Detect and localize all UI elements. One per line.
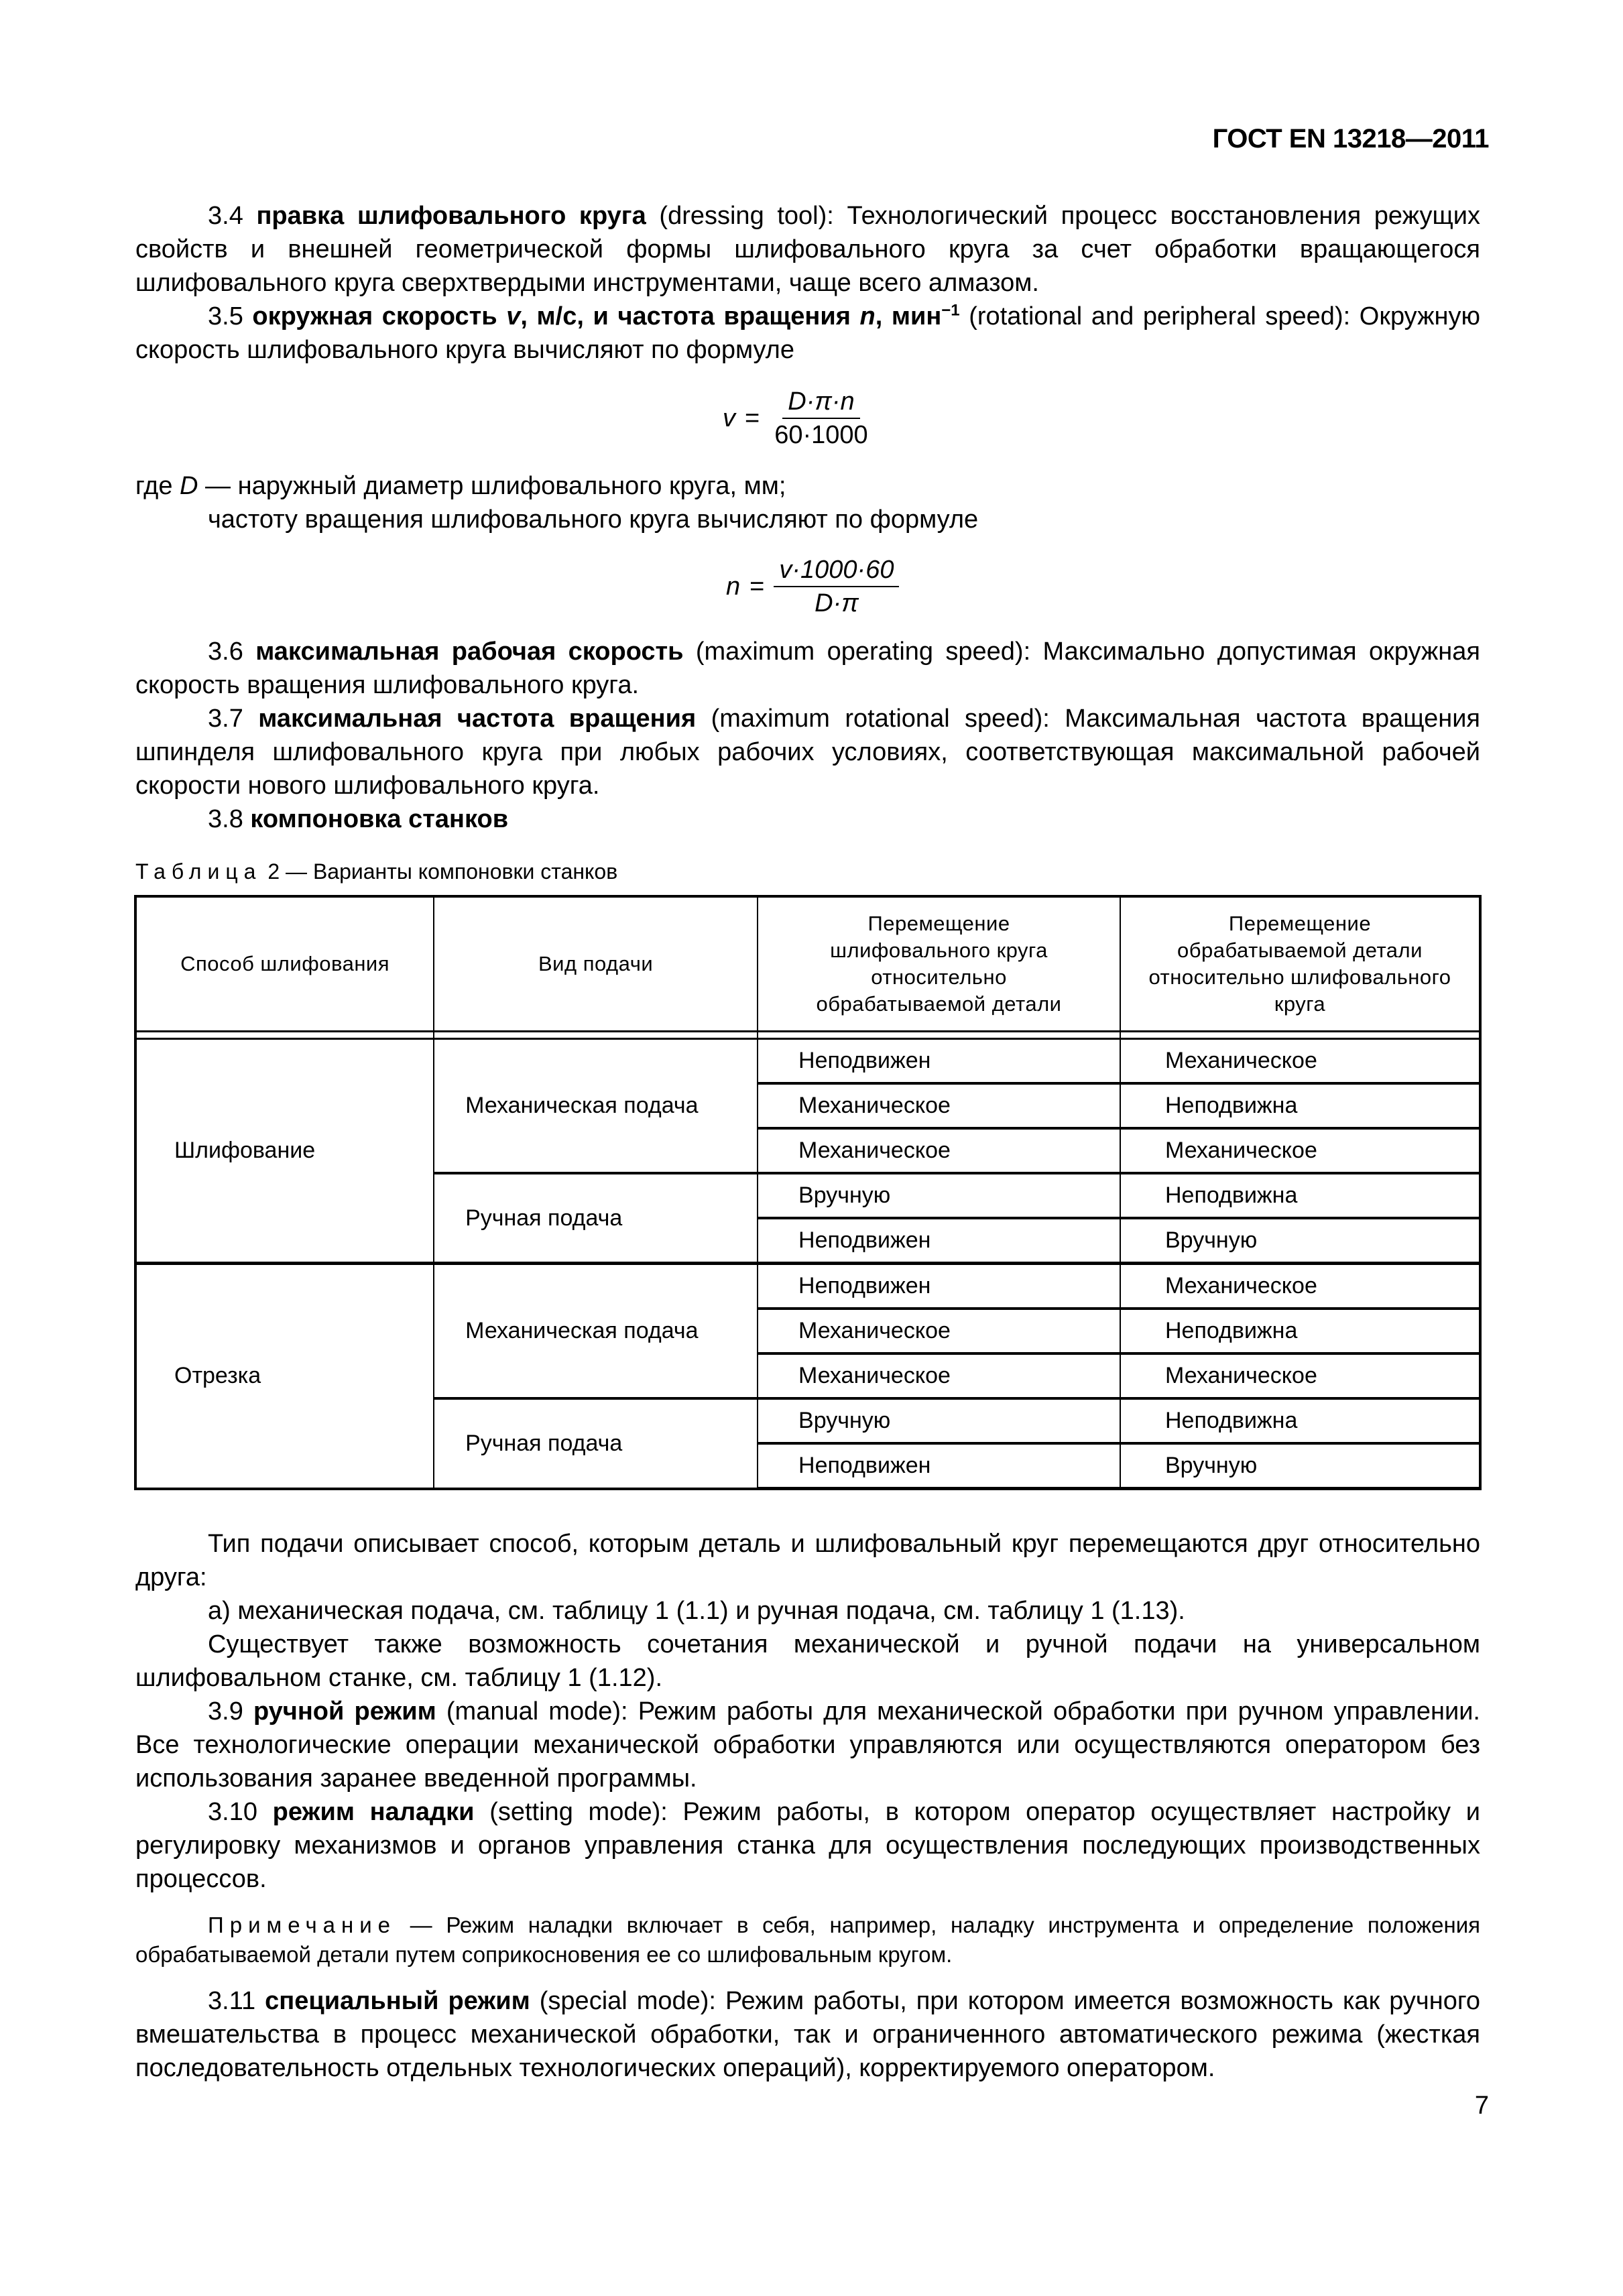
table-row: Неподвижен Вручную xyxy=(135,1443,1480,1489)
header-feed-type: Вид подачи xyxy=(434,896,758,1032)
table-row: Шлифование Механическая подача Неподвижен Механическое xyxy=(135,1039,1480,1084)
section-block-top xyxy=(135,199,1480,367)
term: правка шлифовального круга xyxy=(256,202,646,230)
feed-type-cell: Ручная подача xyxy=(434,1398,758,1489)
formula-rotational-speed: n = $\frac{v\cdot 1000\cdot 60}{D\cdot\pi}$ xyxy=(726,555,899,618)
machine-layout-table xyxy=(134,895,1482,1490)
method-cell: Отрезка xyxy=(135,1264,434,1489)
fraction: $\frac{v\cdot 1000\cdot 60}{D\cdot\pi}$ xyxy=(774,555,899,618)
table-caption: Таблица 2 — Варианты компоновки станков xyxy=(135,859,618,884)
feed-type-paragraph: Тип подачи описывает способ, которым деталь и шлифовальный круг перемещаются друг относительно друга: xyxy=(135,1530,1480,1591)
header-method: Способ шлифования xyxy=(135,896,434,1032)
table-row: Механическое Механическое xyxy=(135,1128,1480,1173)
table-row: Механическое Неподвижна xyxy=(135,1083,1480,1128)
feed-type-cell: Механическая подача xyxy=(434,1039,758,1174)
table-row: Отрезка Механическая подача Неподвижен Механическое xyxy=(135,1264,1480,1309)
section-3-9: 3.9 ручной режим (manual mode): Режим работы для механической обработки при ручном управлении. Все технологические операции механической обработки управляются или осуществляются оператором без использования заранее введенной программы. xyxy=(135,1697,1480,1793)
section-3-7: 3.7 максимальная частота вращения (maximum rotational speed): Максимальная частота вращения шпинделя шлифовального круга при любых рабочих условиях, соответствующая максимальной рабочей скорости нового шлифовального круга. xyxy=(135,705,1480,800)
feed-type-cell: Ручная подача xyxy=(434,1173,758,1264)
term: окружная скорость v, м/с, и частота вращения n, мин$^{-1}$ xyxy=(252,301,960,330)
section-3-4: 3.4 правка шлифовального круга (dressing tool): Технологический процесс восстановления режущих свойств и внешней геометрической формы шлифовального круга за счет обработки вращающегося шлифовального круга сверхтвердыми инструментами, чаще всего алмазом. xyxy=(135,202,1480,297)
formula-peripheral-speed: v = $\frac{D\cdot\pi\cdot n}{60\cdot 1000}$ xyxy=(723,387,874,450)
where-d: где D — наружный диаметр шлифовального круга, мм; xyxy=(135,472,786,500)
method-cell: Шлифование xyxy=(135,1039,434,1264)
table-row: Ручная подача Вручную Неподвижна xyxy=(135,1398,1480,1443)
section-3-8: 3.8 компоновка станков xyxy=(208,805,509,833)
table-row: Механическое Механическое xyxy=(135,1353,1480,1398)
section-block-middle xyxy=(135,635,1480,836)
section-3-6: 3.6 максимальная рабочая скорость (maximum operating speed): Максимально допустимая окружная скорость вращения шлифовального круга. xyxy=(135,638,1480,699)
feed-type-list-item-a: а) механическая подача, см. таблицу 1 (1.1) и ручная подача, см. таблицу 1 (1.13). xyxy=(208,1597,1185,1625)
page-number: 7 xyxy=(1474,2092,1489,2120)
table-row: Механическое Неподвижна xyxy=(135,1309,1480,1353)
formula-explanation xyxy=(135,469,1480,536)
feed-combination-paragraph: Существует также возможность сочетания механической и ручной подачи на универсальном шлифовальном станке, см. таблицу 1 (1.12). xyxy=(135,1630,1480,1692)
section-3-11: 3.11 специальный режим (special mode): Режим работы, при котором имеется возможность как ручного вмешательства в процесс механической обработки, так и ограниченного автоматического режима (жесткая последовательность отдельных технологических операций), корректируемого оператором. xyxy=(135,1987,1480,2082)
feed-type-cell: Механическая подача xyxy=(434,1264,758,1399)
note: Примечание — Режим наладки включает в себя, например, наладку инструмента и определение положения обрабатываемой детали путем соприкосновения ее со шлифовальным кругом. xyxy=(135,1913,1480,1967)
document-header: ГОСТ EN 13218—2011 xyxy=(1212,124,1489,154)
header-wheel-movement: Перемещение шлифовального круга относительно обрабатываемой детали xyxy=(758,896,1120,1032)
table-row: Ручная подача Вручную Неподвижна xyxy=(135,1173,1480,1218)
rotation-formula-intro: частоту вращения шлифовального круга вычисляют по формуле xyxy=(208,505,979,534)
header-separator xyxy=(135,1032,1480,1039)
section-3-10: 3.10 режим наладки (setting mode): Режим работы, в котором оператор осуществляет настройку и регулировку механизмов и органов управления станка для осуществления последующих производственных процессов. xyxy=(135,1798,1480,1893)
table-header-row xyxy=(135,896,1480,1032)
header-workpiece-movement: Перемещение обрабатываемой детали относительно шлифовального круга xyxy=(1120,896,1480,1032)
section-block-bottom xyxy=(135,1527,1480,2085)
table-row: Неподвижен Вручную xyxy=(135,1218,1480,1264)
fraction: $\frac{D\cdot\pi\cdot n}{60\cdot 1000}$ xyxy=(774,387,868,449)
section-3-5: 3.5 окружная скорость v, м/с, и частота вращения n, мин$^{-1}$ (rotational and peripheral speed): Окружную скорость шлифовального круга вычисляют по формуле xyxy=(135,301,1480,364)
